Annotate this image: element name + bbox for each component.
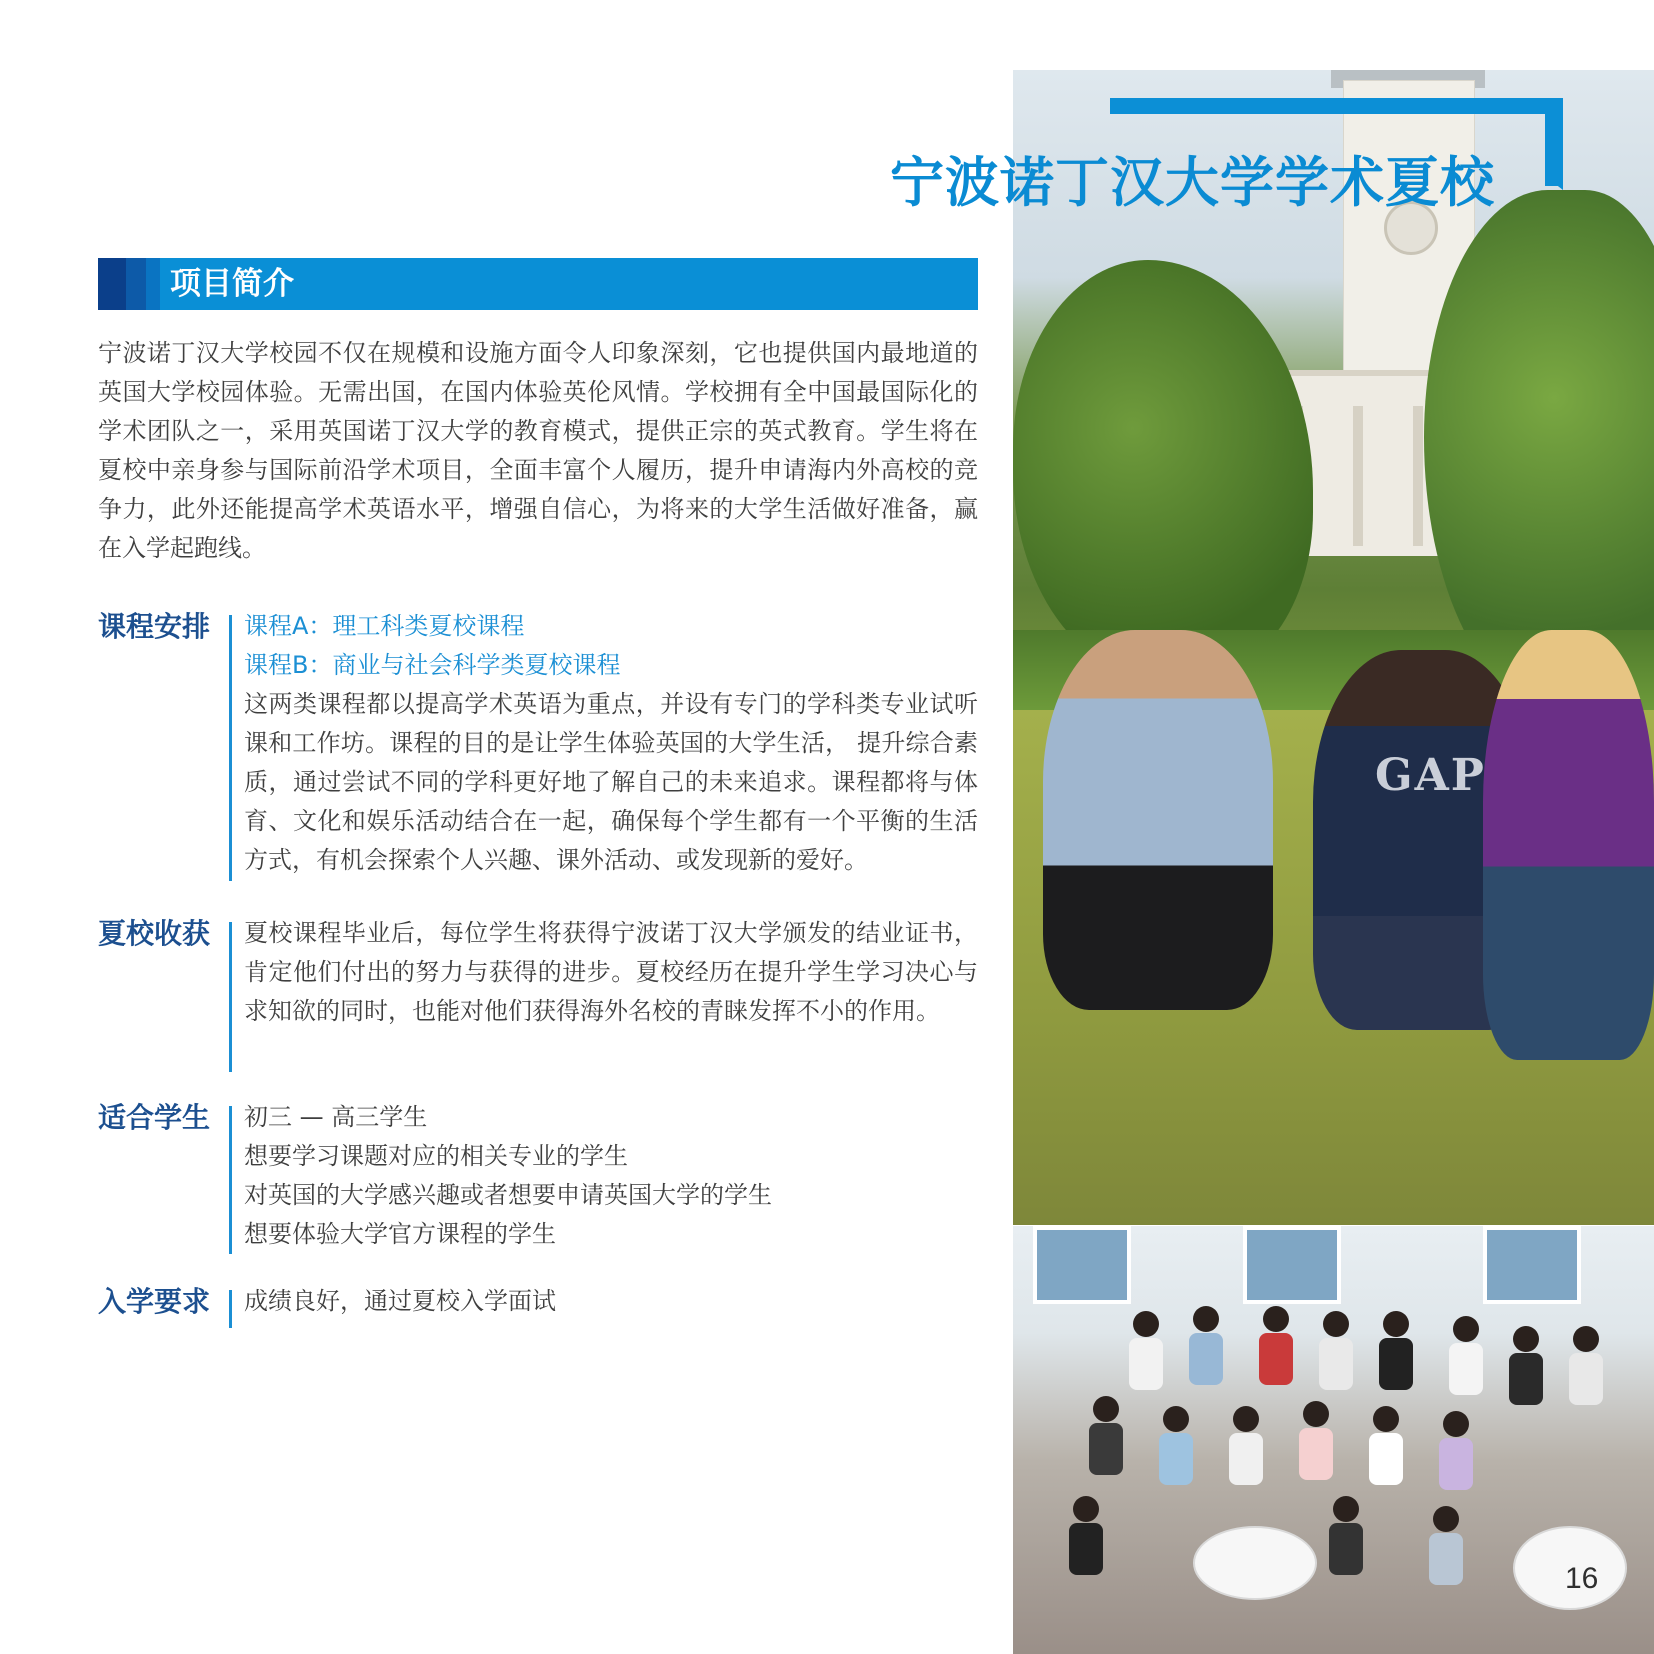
- suitable-label: 适合学生: [98, 1101, 211, 1134]
- course-b: 课程B：商业与社会科学类夏校课程: [244, 651, 621, 679]
- suitable-item: 对英国的大学感兴趣或者想要申请英国大学的学生: [244, 1181, 772, 1209]
- requirements-section: [98, 1282, 978, 1332]
- campus-photo: [1013, 70, 1654, 1225]
- group-photo: [1013, 1226, 1654, 1654]
- title-frame-notch: [1545, 176, 1563, 190]
- section-title: 项目简介: [170, 266, 294, 302]
- divider: [229, 1290, 232, 1328]
- divider: [229, 615, 232, 881]
- section-header: [98, 258, 978, 310]
- gains-section: [98, 914, 978, 1074]
- courses-section: [98, 607, 978, 882]
- title-frame-top: [1110, 98, 1563, 114]
- suitable-section: [98, 1098, 978, 1258]
- student-figure: [1043, 630, 1273, 1010]
- intro-paragraph: 宁波诺丁汉大学校园不仅在规模和设施方面令人印象深刻，它也提供国内最地道的英国大学校园体验。无需出国，在国内体验英伦风情。学校拥有全中国最国际化的学术团队之一，采用英国诺丁汉大学的教育模式，提供正宗的英式教育。学生将在夏校中亲身参与国际前沿学术项目，全面丰富个人履历，提升申请海内外高校的竞争力，此外还能提高学术英语水平，增强自信心，为将来的大学生活做好准备，赢在入学起跑线。: [98, 339, 978, 562]
- suitable-item: 想要学习课题对应的相关专业的学生: [244, 1142, 628, 1170]
- divider: [229, 1106, 232, 1254]
- courses-description: 这两类课程都以提高学术英语为重点，并设有专门的学科类专业试听课和工作坊。课程的目的是让学生体验英国的大学生活， 提升综合素质，通过尝试不同的学科更好地了解自己的未来追求。课程都将与体育、文化和娱乐活动结合在一起，确保每个学生都有一个平衡的生活方式，有机会探索个人兴趣、课外活动、或发现新的爱好。: [244, 690, 978, 874]
- requirements-label: 入学要求: [98, 1285, 211, 1318]
- skylight: [1483, 1226, 1581, 1304]
- page-title: 宁波诺丁汉大学学术夏校: [890, 151, 1495, 214]
- skylight: [1033, 1226, 1131, 1304]
- tree: [1013, 260, 1313, 680]
- courses-label: 课程安排: [98, 610, 211, 643]
- requirements-text: 成绩良好，通过夏校入学面试: [244, 1287, 556, 1315]
- suitable-item: 初三 — 高三学生: [244, 1103, 428, 1131]
- divider: [229, 922, 232, 1072]
- page-number: 16: [1565, 1562, 1599, 1595]
- title-frame-side: [1545, 98, 1563, 186]
- gains-label: 夏校收获: [98, 917, 211, 950]
- gains-text: 夏校课程毕业后，每位学生将获得宁波诺丁汉大学颁发的结业证书，肯定他们付出的努力与获得的进步。夏校经历在提升学生学习决心与求知欲的同时，也能对他们获得海外名校的青睐发挥不小的作用。: [244, 919, 978, 1025]
- course-a: 课程A：理工科类夏校课程: [244, 612, 525, 640]
- student-figure: [1483, 630, 1654, 1060]
- suitable-item: 想要体验大学官方课程的学生: [244, 1220, 556, 1248]
- round-table: [1193, 1526, 1317, 1600]
- skylight: [1243, 1226, 1341, 1304]
- shirt-logo-text: GAP: [1375, 750, 1486, 801]
